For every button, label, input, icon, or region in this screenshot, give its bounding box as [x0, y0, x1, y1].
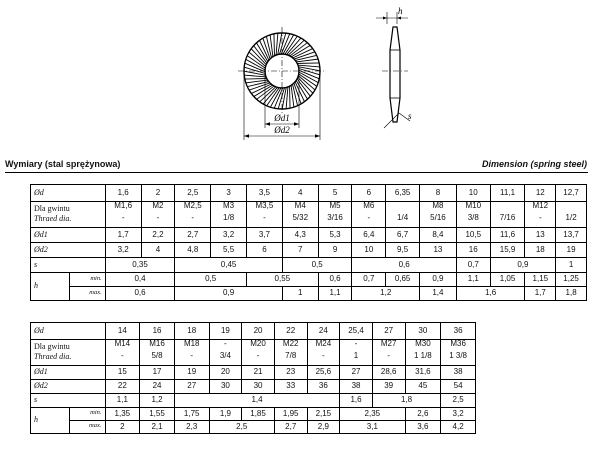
value-h-min: 3,2	[441, 407, 476, 420]
value-h-max: 4,2	[441, 420, 476, 433]
dim-d1-label: Ød1	[274, 113, 290, 123]
row-d1	[31, 365, 476, 379]
value-h-max: 3,6	[405, 420, 441, 433]
value-thread-metric: M1,6	[105, 202, 141, 211]
value-thread-metric	[386, 202, 420, 211]
value-d2: 15,9	[490, 242, 525, 257]
row-label-thread	[31, 340, 106, 366]
value-thread-metric: M10	[456, 202, 490, 211]
row-label-d1: Ød1	[31, 227, 106, 242]
value-h-min: 1,55	[140, 407, 175, 420]
value-d: 12	[525, 185, 556, 202]
value-h-min: 1,05	[490, 272, 525, 286]
value-d: 20	[242, 323, 275, 340]
value-thread-inch: 3/8	[456, 210, 490, 227]
row-label-h: h	[31, 272, 70, 300]
thread-label-pl: Dla gwintu	[34, 203, 70, 213]
value-thread-metric: -	[209, 340, 242, 349]
value-d1: 13	[525, 227, 556, 242]
value-d2: 4,8	[175, 242, 211, 257]
value-d: 27	[372, 323, 405, 340]
value-d: 2,5	[175, 185, 211, 202]
value-h-max: 1	[282, 286, 318, 300]
caption-left: Wymiary (stal sprężynowa)	[5, 159, 121, 169]
value-d: 6	[352, 185, 386, 202]
value-d1: 1,7	[105, 227, 141, 242]
value-s: 0,9	[490, 257, 556, 272]
row-label-min: min.	[69, 407, 105, 420]
value-s: 0,7	[456, 257, 490, 272]
value-d2: 4	[141, 242, 175, 257]
value-thread-metric: M27	[372, 340, 405, 349]
value-h-min: 2,6	[405, 407, 441, 420]
value-d1: 25,6	[307, 365, 340, 379]
value-thread-metric: M12	[525, 202, 556, 211]
row-label-thread	[31, 202, 106, 228]
value-d2: 9	[318, 242, 352, 257]
value-thread-metric: -	[340, 340, 373, 349]
value-thread-inch: 5/32	[282, 210, 318, 227]
value-d1: 27	[340, 365, 373, 379]
value-d2: 39	[372, 379, 405, 393]
value-h-min: 0,9	[420, 272, 457, 286]
value-s: 0,6	[352, 257, 456, 272]
value-d: 10	[456, 185, 490, 202]
row-s	[31, 393, 476, 407]
value-thread-inch: 1 3/8	[441, 348, 476, 365]
row-label-d2: Ød2	[31, 242, 106, 257]
value-d2: 16	[456, 242, 490, 257]
row-label-s: s	[31, 393, 106, 407]
value-h-max: 1,2	[352, 286, 420, 300]
row-label-max: max.	[69, 420, 105, 433]
value-d2: 45	[405, 379, 441, 393]
value-h-max: 0,6	[105, 286, 175, 300]
value-d2: 18	[525, 242, 556, 257]
value-h-max: 0,9	[175, 286, 282, 300]
row-s	[31, 257, 587, 272]
row-label-d2: Ød2	[31, 379, 106, 393]
value-d: 8	[420, 185, 457, 202]
value-d2: 7	[282, 242, 318, 257]
row-d	[31, 185, 587, 202]
value-thread-metric: M24	[307, 340, 340, 349]
value-h-max: 2,1	[140, 420, 175, 433]
value-h-min: 2,15	[307, 407, 340, 420]
value-thread-inch: 3/16	[318, 210, 352, 227]
row-d	[31, 323, 476, 340]
value-h-min: 0,6	[318, 272, 352, 286]
value-d1: 13,7	[556, 227, 587, 242]
value-d: 5	[318, 185, 352, 202]
value-s: 1	[556, 257, 587, 272]
value-d: 12,7	[556, 185, 587, 202]
value-thread-inch: 1/2	[556, 210, 587, 227]
value-thread-inch: 1 1/8	[405, 348, 441, 365]
value-d1: 6,7	[386, 227, 420, 242]
value-d: 6,35	[386, 185, 420, 202]
value-thread-metric: M8	[420, 202, 457, 211]
value-d2: 27	[174, 379, 209, 393]
value-h-min: 1,95	[274, 407, 307, 420]
row-h-min	[31, 272, 587, 286]
washer-front-view	[238, 27, 326, 115]
value-thread-inch: 7/16	[490, 210, 525, 227]
row-h-max	[31, 286, 587, 300]
value-thread-inch: -	[352, 210, 386, 227]
value-h-max: 2,9	[307, 420, 340, 433]
value-d: 18	[174, 323, 209, 340]
thread-label-en: Thraed dia.	[34, 352, 72, 362]
value-s: 1,8	[372, 393, 440, 407]
value-d1: 19	[174, 365, 209, 379]
value-d: 36	[441, 323, 476, 340]
value-h-min: 1,35	[105, 407, 140, 420]
value-h-min: 0,4	[105, 272, 175, 286]
value-d2: 38	[340, 379, 373, 393]
value-d2: 54	[441, 379, 476, 393]
value-h-max: 1,4	[420, 286, 457, 300]
value-d1: 2,7	[175, 227, 211, 242]
value-thread-inch: -	[175, 210, 211, 227]
value-thread-inch: 5/8	[140, 348, 175, 365]
dim-d2-label: Ød2	[274, 125, 290, 135]
row-label-d1: Ød1	[31, 365, 106, 379]
row-d1	[31, 227, 587, 242]
value-thread-inch: 1/8	[211, 210, 247, 227]
value-d: 1,6	[105, 185, 141, 202]
value-thread-inch: -	[242, 348, 275, 365]
value-h-max: 1,1	[318, 286, 352, 300]
value-d2: 3,2	[105, 242, 141, 257]
value-d2: 10	[352, 242, 386, 257]
value-thread-metric: M6	[352, 202, 386, 211]
value-thread-inch: -	[372, 348, 405, 365]
value-d: 25,4	[340, 323, 373, 340]
value-h-min: 2,35	[340, 407, 405, 420]
value-d1: 20	[209, 365, 242, 379]
value-d1: 5,3	[318, 227, 352, 242]
value-d1: 17	[140, 365, 175, 379]
value-s: 0,45	[175, 257, 282, 272]
value-d1: 23	[274, 365, 307, 379]
value-d: 16	[140, 323, 175, 340]
value-thread-metric	[556, 202, 587, 211]
value-h-max: 1,7	[525, 286, 556, 300]
caption-right: Dimension (spring steel)	[481, 159, 587, 169]
value-d1: 11,6	[490, 227, 525, 242]
value-d2: 30	[242, 379, 275, 393]
value-thread-metric: M16	[140, 340, 175, 349]
value-d2: 36	[307, 379, 340, 393]
value-s: 1,6	[340, 393, 373, 407]
value-thread-metric: M4	[282, 202, 318, 211]
value-d2: 9,5	[386, 242, 420, 257]
value-thread-metric	[490, 202, 525, 211]
washer-side-view	[376, 6, 412, 128]
value-thread-inch: -	[105, 210, 141, 227]
value-h-min: 0,65	[386, 272, 420, 286]
value-h-min: 1,9	[209, 407, 242, 420]
value-d1: 31,6	[405, 365, 441, 379]
washer-drawing	[0, 0, 600, 150]
value-d: 14	[105, 323, 140, 340]
value-d1: 10,5	[456, 227, 490, 242]
value-d2: 24	[140, 379, 175, 393]
value-d2: 22	[105, 379, 140, 393]
value-d: 19	[209, 323, 242, 340]
value-thread-inch: 7/8	[274, 348, 307, 365]
value-h-min: 1,25	[556, 272, 587, 286]
value-s: 0,35	[105, 257, 175, 272]
row-thread	[31, 340, 476, 349]
value-h-max: 1,8	[556, 286, 587, 300]
row-label-d: Ød	[31, 185, 106, 202]
value-thread-inch: 5/16	[420, 210, 457, 227]
row-d2	[31, 379, 476, 393]
value-thread-metric: M22	[274, 340, 307, 349]
value-d1: 3,2	[211, 227, 247, 242]
value-d1: 3,7	[247, 227, 283, 242]
value-h-min: 1,85	[242, 407, 275, 420]
row-h-min	[31, 407, 476, 420]
dim-h-label: h	[398, 6, 403, 16]
value-s: 1,1	[105, 393, 140, 407]
row-label-min: min.	[69, 272, 105, 286]
dimension-table-2	[30, 322, 476, 434]
row-thread-inch	[31, 210, 587, 227]
value-thread-inch: -	[141, 210, 175, 227]
value-d1: 6,4	[352, 227, 386, 242]
value-thread-metric: M30	[405, 340, 441, 349]
value-h-min: 1,75	[174, 407, 209, 420]
value-h-max: 2,5	[209, 420, 274, 433]
value-d1: 2,2	[141, 227, 175, 242]
value-thread-inch: -	[105, 348, 140, 365]
value-thread-metric: M2	[141, 202, 175, 211]
value-s: 1,4	[174, 393, 339, 407]
dimension-table-1	[30, 184, 587, 301]
value-thread-inch: 1/4	[386, 210, 420, 227]
value-thread-inch: 1	[340, 348, 373, 365]
value-h-max: 2	[105, 420, 140, 433]
row-label-max: max.	[69, 286, 105, 300]
value-d2: 13	[420, 242, 457, 257]
thread-label-pl: Dla gwintu	[34, 341, 70, 351]
value-d1: 15	[105, 365, 140, 379]
value-s: 2,5	[441, 393, 476, 407]
value-thread-inch: -	[307, 348, 340, 365]
value-d1: 4,3	[282, 227, 318, 242]
value-thread-metric: M2,5	[175, 202, 211, 211]
value-d2: 30	[209, 379, 242, 393]
value-s: 0,5	[282, 257, 352, 272]
value-thread-metric: M20	[242, 340, 275, 349]
value-s: 1,2	[140, 393, 175, 407]
caption-rule	[5, 172, 588, 173]
value-h-min: 0,5	[175, 272, 247, 286]
value-d: 30	[405, 323, 441, 340]
row-label-h: h	[31, 407, 70, 433]
value-d2: 5,5	[211, 242, 247, 257]
value-d2: 6	[247, 242, 283, 257]
value-thread-metric: M14	[105, 340, 140, 349]
value-h-max: 3,1	[340, 420, 405, 433]
value-d1: 8,4	[420, 227, 457, 242]
row-label-d: Ød	[31, 323, 106, 340]
value-d: 22	[274, 323, 307, 340]
value-thread-inch: -	[174, 348, 209, 365]
value-d2: 19	[556, 242, 587, 257]
value-thread-metric: M3,5	[247, 202, 283, 211]
value-h-min: 1,1	[456, 272, 490, 286]
value-h-min: 0,7	[352, 272, 386, 286]
value-h-max: 2,3	[174, 420, 209, 433]
value-thread-metric: M3	[211, 202, 247, 211]
value-h-max: 1,6	[456, 286, 525, 300]
value-d2: 33	[274, 379, 307, 393]
value-h-max: 2,7	[274, 420, 307, 433]
value-d1: 28,6	[372, 365, 405, 379]
value-d: 24	[307, 323, 340, 340]
value-d: 3,5	[247, 185, 283, 202]
value-thread-inch: -	[247, 210, 283, 227]
row-d2	[31, 242, 587, 257]
value-thread-metric: M36	[441, 340, 476, 349]
value-thread-metric: M5	[318, 202, 352, 211]
thread-label-en: Thraed dia.	[34, 214, 72, 224]
value-d: 4	[282, 185, 318, 202]
row-label-s: s	[31, 257, 106, 272]
value-h-min: 0,55	[247, 272, 319, 286]
value-thread-inch: 3/4	[209, 348, 242, 365]
dim-s-label: s	[408, 111, 412, 121]
value-d: 3	[211, 185, 247, 202]
value-h-min: 1,15	[525, 272, 556, 286]
row-thread	[31, 202, 587, 211]
value-d1: 38	[441, 365, 476, 379]
value-thread-inch: -	[525, 210, 556, 227]
value-d: 2	[141, 185, 175, 202]
value-d1: 21	[242, 365, 275, 379]
row-h-max	[31, 420, 476, 433]
value-d: 11,1	[490, 185, 525, 202]
value-thread-metric: M18	[174, 340, 209, 349]
